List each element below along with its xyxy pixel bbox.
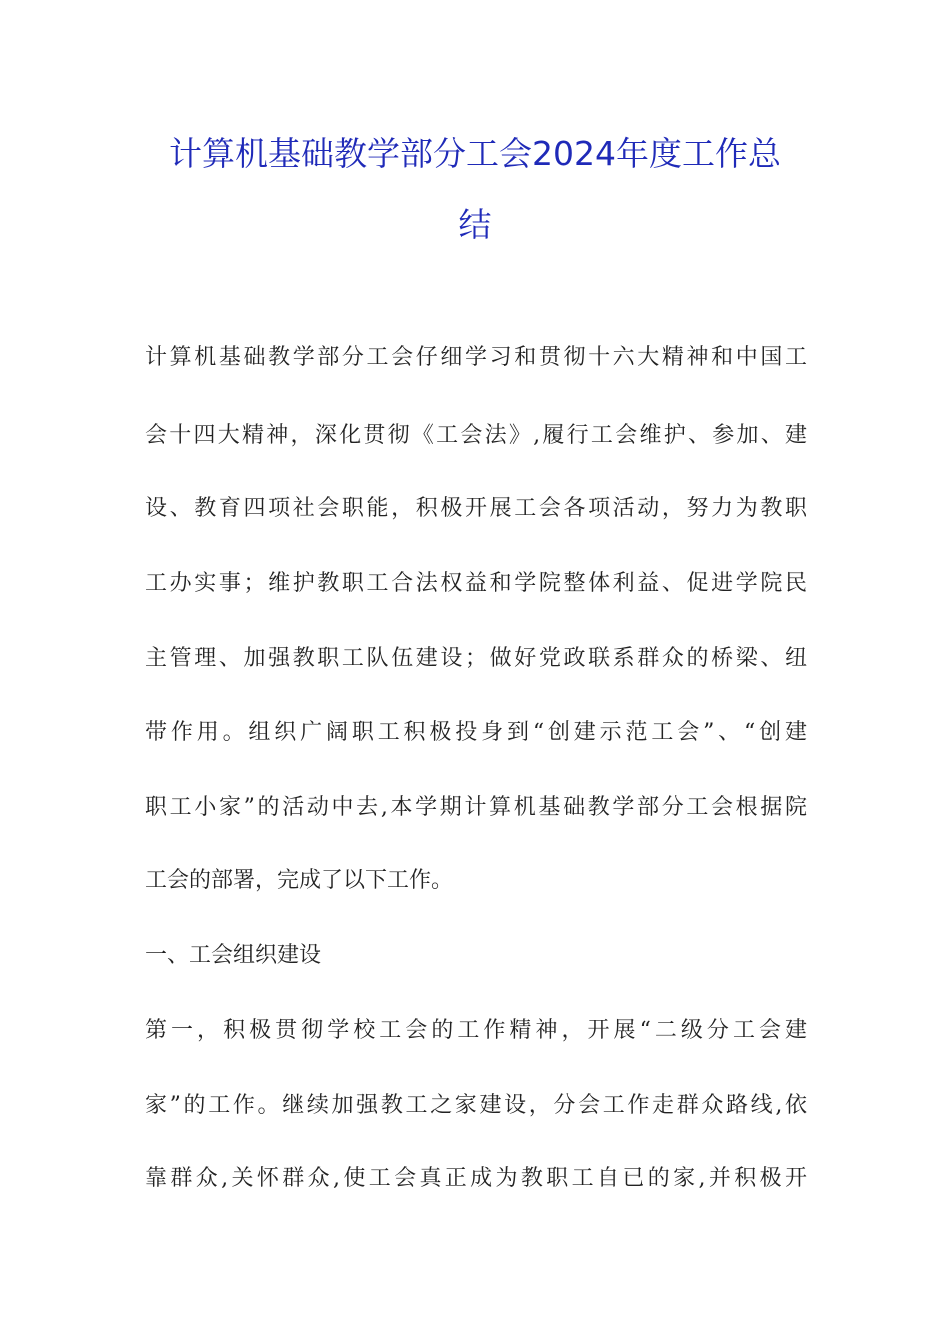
body-text-line: 主管理、加强教职工队伍建设；做好党政联系群众的桥梁、纽 <box>145 646 807 671</box>
body-text-line: 工办实事；维护教职工合法权益和学院整体利益、促进学院民 <box>145 571 807 596</box>
document-title-line-1: 计算机基础教学部分工会2024年度工作总 <box>169 134 781 173</box>
body-text-line: 工会的部署，完成了以下工作。 <box>145 868 454 893</box>
section-heading: 一、工会组织建设 <box>145 943 322 968</box>
body-text-line: 家”的工作。继续加强教工之家建设，分会工作走群众路线,依 <box>145 1093 807 1118</box>
body-text-line: 靠群众,关怀群众,使工会真正成为教职工自已的家,并积极开 <box>145 1166 807 1191</box>
body-text-line: 带作用。组织广阔职工积极投身到“创建示范工会”、“创建 <box>145 720 807 745</box>
document-title-line-2: 结 <box>458 205 492 244</box>
body-text-line: 会十四大精神，深化贯彻《工会法》,履行工会维护、参加、建 <box>145 423 807 448</box>
body-text-line: 计算机基础教学部分工会仔细学习和贯彻十六大精神和中国工 <box>145 345 807 370</box>
body-text-line: 职工小家”的活动中去,本学期计算机基础教学部分工会根据院 <box>145 795 807 820</box>
body-text-line: 设、教育四项社会职能，积极开展工会各项活动，努力为教职 <box>145 496 807 521</box>
body-text-line: 第一，积极贯彻学校工会的工作精神，开展“二级分工会建 <box>145 1018 807 1043</box>
